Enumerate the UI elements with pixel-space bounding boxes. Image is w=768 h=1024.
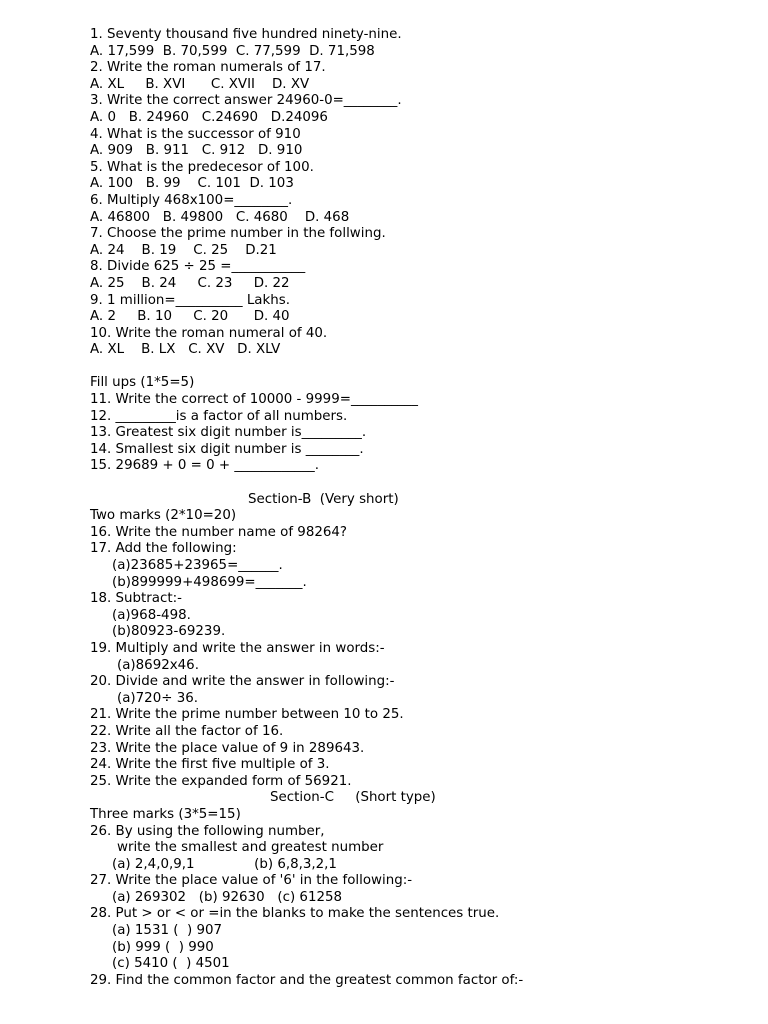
question-15: 15. 29689 + 0 = 0 + ____________. xyxy=(90,458,319,474)
question-17a: (a)23685+23965=______. xyxy=(112,558,283,573)
question-25: 25. Write the expanded form of 56921. xyxy=(90,773,352,789)
question-18b: (b)80923-69239. xyxy=(112,624,226,640)
question-1: 1. Seventy thousand five hundred ninety-nine. xyxy=(90,27,402,42)
question-22: 22. Write all the factor of 16. xyxy=(90,723,284,739)
question-5: 5. What is the predecesor of 100. xyxy=(90,159,314,175)
question-26: 26. By using the following number, xyxy=(90,823,325,839)
question-26-instruction: write the smallest and greatest number xyxy=(117,840,384,856)
question-3: 3. Write the correct answer 24960-0=________. xyxy=(90,93,402,109)
question-9-options: A. 2 B. 10 C. 20 D. 40 xyxy=(90,309,290,325)
question-19a: (a)8692x46. xyxy=(117,657,199,673)
question-24: 24. Write the first five multiple of 3. xyxy=(90,757,330,773)
question-18: 18. Subtract:- xyxy=(90,591,182,607)
question-1-options: A. 17,599 B. 70,599 C. 77,599 D. 71,598 xyxy=(90,43,375,59)
question-2-options: A. XL B. XVI C. XVII D. XV xyxy=(90,76,310,92)
question-10-options: A. XL B. LX C. XV D. XLV xyxy=(90,342,281,358)
question-6: 6. Multiply 468x100=________. xyxy=(90,192,293,208)
question-27-options: (a) 269302 (b) 92630 (c) 61258 xyxy=(112,889,343,905)
question-20: 20. Divide and write the answer in following:- xyxy=(90,674,395,690)
question-9: 9. 1 million=__________ Lakhs. xyxy=(90,292,290,308)
question-23: 23. Write the place value of 9 in 289643. xyxy=(90,740,365,756)
question-7: 7. Choose the prime number in the follwing. xyxy=(90,226,386,242)
question-27: 27. Write the place value of '6' in the following:- xyxy=(90,873,413,889)
question-3-options: A. 0 B. 24960 C.24690 D.24096 xyxy=(90,109,328,125)
question-4: 4. What is the successor of 910 xyxy=(90,126,301,142)
question-4-options: A. 909 B. 911 C. 912 D. 910 xyxy=(90,143,303,159)
worksheet-document xyxy=(90,27,730,989)
question-28: 28. Put > or < or =in the blanks to make the sentences true. xyxy=(90,906,500,922)
section-c-heading: Section-C (Short type) xyxy=(270,790,436,806)
question-6-options: A. 46800 B. 49800 C. 4680 D. 468 xyxy=(90,209,350,225)
question-13: 13. Greatest six digit number is_________. xyxy=(90,425,367,441)
question-2: 2. Write the roman numerals of 17. xyxy=(90,60,326,76)
question-26-options: (a) 2,4,0,9,1 (b) 6,8,3,2,1 xyxy=(112,856,337,872)
question-28a: (a) 1531 ( ) 907 xyxy=(112,923,223,939)
question-17: 17. Add the following: xyxy=(90,541,237,557)
question-7-options: A. 24 B. 19 C. 25 D.21 xyxy=(90,242,277,258)
question-28b: (b) 999 ( ) 990 xyxy=(112,939,214,955)
question-21: 21. Write the prime number between 10 to 25. xyxy=(90,707,404,723)
question-17b: (b)899999+498699=_______. xyxy=(112,574,307,590)
question-14: 14. Smallest six digit number is ________. xyxy=(90,441,364,457)
question-12: 12. _________is a factor of all numbers. xyxy=(90,408,348,424)
question-11: 11. Write the correct of 10000 - 9999=__________ xyxy=(90,392,418,408)
section-b-marks: Two marks (2*10=20) xyxy=(90,508,237,524)
question-20a: (a)720÷ 36. xyxy=(117,690,198,706)
question-29: 29. Find the common factor and the greatest common factor of:- xyxy=(90,972,524,988)
spacer xyxy=(90,359,730,376)
question-5-options: A. 100 B. 99 C. 101 D. 103 xyxy=(90,176,294,192)
spacer xyxy=(90,475,730,492)
question-18a: (a)968-498. xyxy=(112,607,191,623)
question-16: 16. Write the number name of 98264? xyxy=(90,524,348,540)
question-8: 8. Divide 625 ÷ 25 =___________ xyxy=(90,259,306,275)
question-10: 10. Write the roman numeral of 40. xyxy=(90,325,328,341)
question-8-options: A. 25 B. 24 C. 23 D. 22 xyxy=(90,275,290,291)
question-19: 19. Multiply and write the answer in words:- xyxy=(90,640,385,656)
question-28c: (c) 5410 ( ) 4501 xyxy=(112,956,230,972)
fill-ups-heading: Fill ups (1*5=5) xyxy=(90,375,195,391)
section-c-marks: Three marks (3*5=15) xyxy=(90,806,241,822)
section-b-heading: Section-B (Very short) xyxy=(248,491,399,507)
